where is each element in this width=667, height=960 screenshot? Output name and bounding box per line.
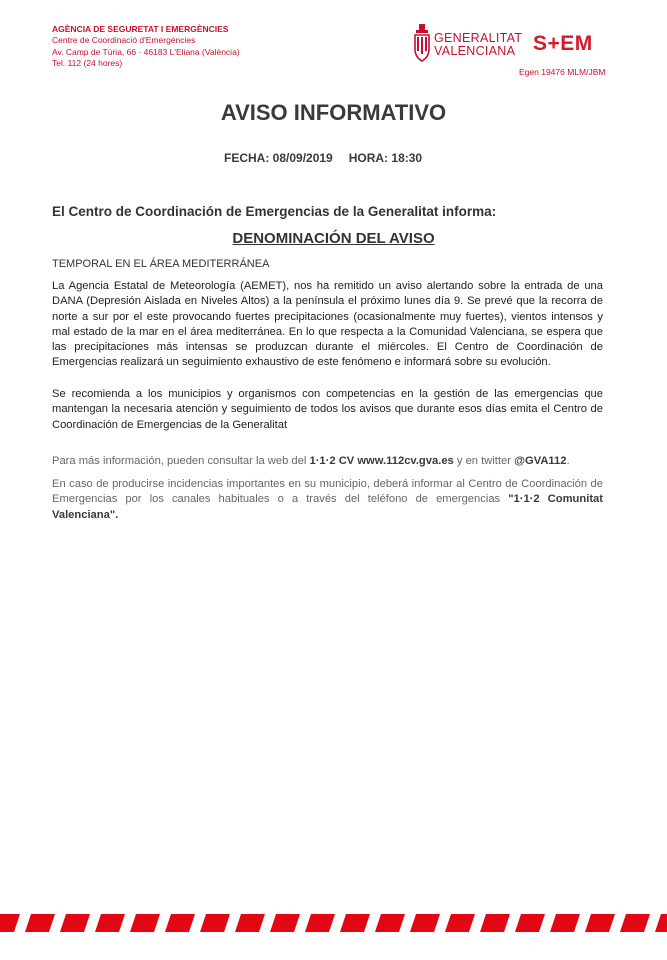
stripe-segment bbox=[480, 914, 510, 932]
stripe-segment bbox=[550, 914, 580, 932]
stripe-segment bbox=[25, 914, 55, 932]
stripe-segment bbox=[515, 914, 545, 932]
notice-subject: TEMPORAL EN EL ÁREA MEDITERRÁNEA bbox=[52, 258, 270, 270]
stripe-segment bbox=[655, 914, 667, 932]
hazard-stripe bbox=[0, 914, 667, 932]
paragraph-recommendation: Se recomienda a los municipios y organismos con competencias en la gestión de las emergencias que mantengan la necesaria atención y seguimiento de todos los avisos que durante esos días emita el Centro de Coordinación de Emergencias de la Generalitat bbox=[52, 388, 603, 431]
stripe-segment bbox=[620, 914, 650, 932]
denomination-heading bbox=[0, 230, 667, 247]
info-website-link[interactable]: www.112cv.gva.es bbox=[357, 455, 454, 467]
stripe-segment bbox=[445, 914, 475, 932]
info-middle: y en twitter bbox=[456, 455, 511, 467]
denomination-text: DENOMINACIÓN DEL AVISO bbox=[232, 230, 435, 247]
informs-heading: El Centro de Coordinación de Emergencias de la Generalitat informa: bbox=[52, 204, 497, 219]
stripe-segment bbox=[235, 914, 265, 932]
stripe-segment bbox=[410, 914, 440, 932]
stripe-segment bbox=[130, 914, 160, 932]
stripe-segment bbox=[270, 914, 300, 932]
more-info-line bbox=[52, 455, 570, 467]
agency-name: AGÈNCIA DE SEGURETAT I EMERGÈNCIES bbox=[52, 24, 229, 34]
stripe-segment bbox=[305, 914, 335, 932]
date-label: FECHA: 08/09/2019 bbox=[224, 151, 333, 165]
stripe-segment bbox=[585, 914, 615, 932]
stripe-segment bbox=[340, 914, 370, 932]
coat-of-arms-icon bbox=[413, 24, 431, 64]
info-twitter-link[interactable]: @GVA112 bbox=[514, 455, 567, 467]
agency-address: Av. Camp de Túria, 66 · 46183 L'Eliana (València) bbox=[52, 46, 240, 57]
sem-logo: S+EM bbox=[533, 32, 593, 55]
dateline bbox=[224, 151, 422, 165]
agency-subtitle: Centre de Coordinació d'Emergències bbox=[52, 35, 196, 46]
notice-title: AVISO INFORMATIVO bbox=[220, 100, 447, 125]
incidents-text: En caso de producirse incidencias importantes en su municipio, deberá informar al Centro de Coordinación de Emergencias por los canales habituales o a través del teléfono de emergencias bbox=[52, 478, 603, 506]
time-label: HORA: 18:30 bbox=[348, 151, 423, 165]
stripe-segment bbox=[165, 914, 195, 932]
agency-header bbox=[52, 24, 240, 69]
gva-line1: GENERALITAT bbox=[434, 31, 523, 45]
stripe-segment bbox=[375, 914, 405, 932]
incidents-end: . bbox=[115, 508, 119, 521]
reference-code: Egen 19476 MLM/JBM bbox=[519, 67, 606, 77]
stripe-segment bbox=[200, 914, 230, 932]
info-end: . bbox=[566, 455, 570, 467]
paragraph-incidents bbox=[52, 477, 603, 523]
paragraph-aemet: La Agencia Estatal de Meteorología (AEMET), nos ha remitido un aviso alertando sobre la entrada de una DANA (Depresión Aislada en Niveles Altos) a la península el próximo lunes día 9. Se prevé que la recorra de norte a sur por el este provocando fuertes precipitaciones (ocasionalmente muy fuertes), vientos intensos y mal estado de la mar en el área mediterránea. En lo que respecta a la Comunidad Valenciana, se espera que las precipitaciones más intensas se produzcan durante el miércoles. El Centro de Coordinación de Emergencias realizará un seguimiento exhaustivo de este fenómeno e informará sobre su evolución. bbox=[52, 280, 603, 369]
info-prefix: Para más información, pueden consultar la web del bbox=[52, 455, 307, 467]
incidents-phone: "1·1·2 Comunitat Valenciana" bbox=[52, 493, 603, 521]
agency-phone: Tel. 112 (24 hores) bbox=[52, 57, 123, 68]
stripe-segment bbox=[95, 914, 125, 932]
stripe-segment bbox=[60, 914, 90, 932]
stripe-segment bbox=[0, 914, 20, 932]
gva-line2: VALENCIANA bbox=[434, 44, 516, 58]
info-112cv: 1·1·2 CV bbox=[309, 455, 355, 467]
